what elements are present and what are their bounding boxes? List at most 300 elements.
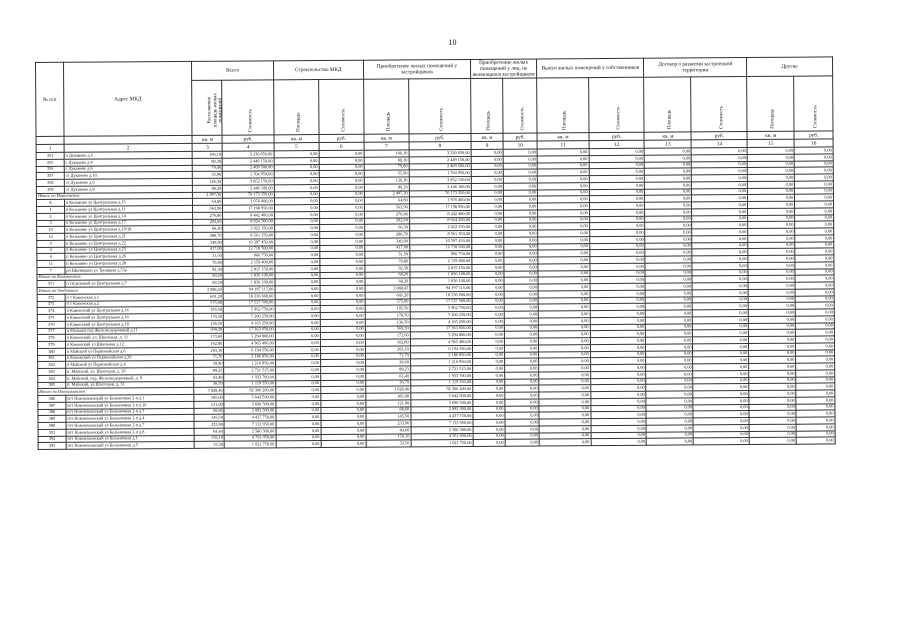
cost-cell: 0,00 [320, 353, 365, 360]
area-cell: 0,00 [748, 242, 795, 249]
area-cell: 126,30 [364, 177, 409, 184]
header-area: Площадь [363, 79, 408, 134]
area-cell: 89,23 [194, 367, 224, 374]
cost-cell: 0,00 [692, 175, 748, 182]
cost-cell: 5 962 750,00 [410, 305, 472, 312]
area-cell: 0,00 [539, 351, 590, 358]
cost-cell: 0,00 [693, 357, 749, 364]
cost-cell: 0,00 [692, 263, 748, 270]
row-number: 388 [38, 409, 66, 416]
cost-cell: 0,00 [795, 215, 834, 222]
area-cell: 0,00 [276, 394, 321, 401]
area-cell: 0,00 [539, 372, 590, 379]
area-cell: 0,00 [471, 156, 503, 163]
area-cell: 0,00 [539, 392, 590, 399]
area-cell: 0,00 [645, 155, 692, 162]
cost-cell: 4 163 250,00 [224, 320, 275, 327]
cost-cell: 0,00 [693, 398, 749, 405]
col-number: 3 [192, 143, 222, 151]
cost-cell: 0,00 [693, 418, 749, 425]
resettlement-table [35, 56, 836, 450]
cost-cell: 0,00 [590, 297, 646, 304]
cost-cell: 0,00 [692, 256, 748, 263]
cost-cell: 17 198 950,00 [223, 205, 274, 212]
area-cell: 0,00 [276, 400, 321, 407]
row-number: 12 [37, 234, 65, 241]
cost-cell: 1 704 950,00 [223, 171, 274, 178]
cost-cell: 0,00 [692, 276, 748, 283]
cost-cell: 0,00 [590, 256, 646, 263]
row-number: 386 [38, 396, 66, 403]
area-cell: 0,00 [471, 210, 503, 217]
cost-cell: 0,00 [504, 338, 538, 345]
cost-cell: 8 561 350,00 [409, 231, 471, 238]
area-cell: 0,00 [538, 176, 589, 183]
cost-cell: 0,00 [796, 309, 835, 316]
col-number: 12 [589, 140, 645, 148]
area-cell: 0,00 [539, 405, 590, 412]
address-cell: пгт Новоильинский ул Больничная 2-я д.4 [66, 415, 195, 423]
cost-cell: 1 704 950,00 [409, 170, 471, 177]
cost-cell: 0,00 [692, 155, 748, 162]
header-cost: Стоимость [318, 79, 363, 134]
cost-cell: 0,00 [590, 263, 646, 270]
area-cell: 64,80 [364, 197, 409, 204]
cost-cell: 0,00 [693, 384, 749, 391]
cost-cell: 0,00 [321, 393, 366, 400]
address-cell: пгт Новоильинский ул Больничная д.5 [66, 442, 195, 450]
cost-cell: 0,00 [693, 337, 749, 344]
area-cell: 0,00 [473, 406, 505, 413]
row-number: 11 [37, 261, 65, 268]
cost-cell: 0,00 [505, 399, 539, 406]
cost-cell: 0,00 [504, 271, 538, 278]
area-cell: 0,00 [539, 399, 590, 406]
header-group-developers: Приобретение жилых помещений у застройщиков [363, 59, 470, 79]
cost-cell: 0,00 [505, 412, 539, 419]
cost-cell: 94 197 115,00 [223, 286, 274, 293]
area-cell: 0,00 [274, 164, 319, 171]
cost-cell: 0,00 [590, 270, 646, 277]
header-cost: Стоимость [222, 80, 274, 135]
col-number: 9 [471, 141, 503, 149]
area-cell: 0,00 [538, 243, 589, 250]
area-cell: 0,00 [275, 239, 320, 246]
header-group-construction: Строительство МКД [273, 60, 363, 80]
cost-cell: 0,00 [693, 350, 749, 357]
area-cell: 0,00 [749, 350, 796, 357]
area-cell: 60,20 [193, 280, 223, 287]
area-cell: 0,00 [645, 189, 692, 196]
cost-cell: 0,00 [504, 277, 538, 284]
address-cell: ст Дуканово д.8 [64, 185, 193, 193]
row-number: 376 [37, 321, 65, 328]
cost-cell: 2 721 515,00 [410, 366, 472, 373]
area-cell: 0,00 [473, 379, 505, 386]
row-number: 391 [38, 429, 66, 436]
area-cell: 0,00 [275, 360, 320, 367]
area-cell: 0,00 [645, 175, 692, 182]
row-number: 390 [38, 423, 66, 430]
area-cell: 126,30 [193, 178, 223, 185]
header-group-total: Всего [192, 61, 274, 81]
area-cell: 36,70 [365, 380, 410, 387]
cost-cell: 0,00 [320, 312, 365, 319]
area-cell: 0,00 [471, 183, 503, 190]
cost-cell: 0,00 [319, 218, 364, 225]
row-number: 392 [38, 436, 66, 443]
cost-cell: 0,00 [692, 188, 748, 195]
area-cell: 60,20 [365, 278, 410, 285]
cost-cell: 0,00 [320, 380, 365, 387]
cost-cell: 3 690 500,00 [411, 399, 473, 406]
cost-cell: 2 186 850,00 [410, 352, 472, 359]
cost-cell: 0,00 [692, 161, 748, 168]
area-cell: 569,30 [194, 327, 224, 334]
area-cell: 0,00 [275, 333, 320, 340]
area-cell: 0,00 [471, 176, 503, 183]
cost-cell: 0,00 [795, 174, 834, 181]
area-cell: 0,00 [646, 310, 693, 317]
cost-cell: 0,00 [692, 236, 748, 243]
area-cell: 0,00 [472, 305, 504, 312]
area-cell: 417,00 [365, 245, 410, 252]
cost-cell: 0,00 [503, 169, 537, 176]
area-cell: 417,00 [193, 246, 223, 253]
area-cell: 0,00 [748, 201, 795, 208]
row-number: 381 [38, 355, 66, 362]
cost-cell: 0,00 [504, 223, 538, 230]
area-cell: 0,00 [539, 419, 590, 426]
area-cell: 0,00 [539, 345, 590, 352]
cost-cell: 0,00 [589, 223, 645, 230]
area-cell: 0,00 [748, 309, 795, 316]
area-cell: 0,00 [645, 243, 692, 250]
area-cell: 0,00 [538, 216, 589, 223]
area-cell: 0,00 [646, 357, 693, 364]
cost-cell: 0,00 [692, 148, 748, 155]
area-cell: 563,90 [364, 204, 409, 211]
cost-cell: 0,00 [692, 229, 748, 236]
col-number: 8 [409, 142, 471, 150]
cost-cell: 0,00 [796, 397, 835, 404]
area-cell: 0,00 [275, 306, 320, 313]
area-cell: 68,60 [366, 407, 411, 414]
area-cell: 0,00 [275, 245, 320, 252]
cost-cell: 0,00 [505, 392, 539, 399]
area-cell: 0,00 [748, 255, 795, 262]
area-cell: 0,00 [748, 269, 795, 276]
cost-cell: 0,00 [590, 378, 646, 385]
cost-cell: 76 173 350,00 [223, 192, 274, 199]
area-cell: 0,00 [645, 290, 692, 297]
area-cell: 0,00 [748, 296, 795, 303]
area-cell: 0,00 [276, 414, 321, 421]
area-cell: 0,00 [538, 250, 589, 257]
cost-cell: 0,00 [693, 290, 749, 297]
area-cell: 0,00 [646, 398, 693, 405]
cost-cell: 0,00 [321, 400, 366, 407]
area-cell: 80,30 [364, 157, 409, 164]
cost-cell: 0,00 [693, 317, 749, 324]
cost-cell: 2 449 150,00 [223, 158, 274, 165]
cost-cell: 0,00 [591, 439, 647, 446]
area-cell: 0,00 [645, 209, 692, 216]
row-number: 5 [37, 240, 65, 247]
area-cell: 0,00 [539, 365, 590, 372]
cost-cell: 0,00 [504, 325, 538, 332]
cost-cell: 0,00 [589, 148, 645, 155]
cost-cell: 0,00 [320, 252, 365, 259]
cost-cell: 0,00 [692, 269, 748, 276]
cost-cell: 0,00 [591, 412, 647, 419]
cost-cell: 0,00 [692, 182, 748, 189]
cost-cell: 0,00 [693, 344, 749, 351]
cost-cell: 0,00 [796, 417, 835, 424]
area-cell: 39,90 [365, 359, 410, 366]
cost-cell: 2 446 100,00 [223, 185, 274, 192]
area-cell: 0,00 [646, 378, 693, 385]
cost-cell: 0,00 [589, 243, 645, 250]
cost-cell: 0,00 [794, 147, 833, 154]
area-cell: 0,00 [748, 195, 795, 202]
area-cell: 170,50 [194, 313, 224, 320]
col-number: 2 [64, 144, 193, 153]
row-number: 372 [37, 294, 65, 301]
address-cell: п Козьмино ул Центральная д.26 [65, 253, 194, 261]
cost-cell: 0,00 [795, 262, 834, 269]
area-cell: 0,00 [472, 284, 504, 291]
area-cell: 0,00 [472, 359, 504, 366]
cost-cell: 2 186 850,00 [224, 354, 275, 361]
area-cell: 0,00 [748, 276, 795, 283]
area-cell: 0,00 [645, 283, 692, 290]
cost-cell: 0,00 [589, 182, 645, 189]
area-cell: 0,00 [472, 264, 504, 271]
area-cell: 170,50 [365, 312, 410, 319]
address-cell: п Дуканово д.5 [64, 152, 193, 160]
address-cell: п Каменский ул Первомайская д.20 [65, 354, 194, 362]
cost-cell: 0,00 [796, 356, 835, 363]
cost-cell: 0,00 [692, 168, 748, 175]
area-cell: 0,00 [275, 320, 320, 327]
cost-cell: 0,00 [795, 282, 834, 289]
area-cell: 0,00 [537, 162, 588, 169]
cost-cell: 0,00 [692, 202, 748, 209]
unit-area: кв. м [364, 134, 409, 142]
row-number: 7 [37, 267, 65, 274]
area-cell: 92,30 [193, 266, 223, 273]
cost-cell: 0,00 [589, 189, 645, 196]
cost-cell: 0,00 [320, 306, 365, 313]
cost-cell: 3 852 150,00 [223, 178, 274, 185]
area-cell: 0,00 [473, 386, 505, 393]
area-cell: 0,00 [749, 323, 796, 330]
area-cell: 0,00 [646, 364, 693, 371]
cost-cell: 0,00 [321, 441, 366, 448]
area-cell: 80,20 [364, 184, 409, 191]
cost-cell: 0,00 [796, 323, 835, 330]
cost-cell: 0,00 [319, 231, 364, 238]
area-cell: 0,00 [275, 259, 320, 266]
area-cell: 0,00 [646, 432, 693, 439]
address-cell: рп Шипицыно ул Троицкая д.53а [65, 266, 194, 274]
cost-cell: 0,00 [795, 289, 834, 296]
area-cell: 55,90 [193, 172, 223, 179]
area-cell: 0,00 [274, 218, 319, 225]
cost-cell: 17 198 950,00 [409, 204, 471, 211]
area-cell: 79,00 [193, 165, 223, 172]
cost-cell: 17 363 650,00 [224, 327, 275, 334]
area-cell: 0,00 [748, 188, 795, 195]
address-cell: п Каменский ул Школьная д.12 [65, 341, 194, 349]
unit-area: кв. м [747, 131, 794, 139]
cost-cell: 0,00 [693, 283, 749, 290]
area-cell: 0,00 [538, 210, 589, 217]
cost-cell: 0,00 [589, 250, 645, 257]
area-cell: 0,00 [538, 264, 589, 271]
cost-cell: 0,00 [590, 304, 646, 311]
cost-cell: 18 336 600,00 [223, 293, 274, 300]
area-cell: 0,00 [747, 174, 794, 181]
area-cell: 0,00 [275, 380, 320, 387]
area-cell: 0,00 [645, 229, 692, 236]
cost-cell: 0,00 [504, 331, 538, 338]
page-number: 10 [448, 38, 457, 47]
address-cell: п. Майский, ул.Шахтеров, д. 31 [66, 381, 195, 389]
address-cell: пгт Новоильинский ул Больничная д.1 [66, 435, 195, 443]
area-cell: 66,30 [364, 224, 409, 231]
col-number: 11 [537, 141, 588, 149]
area-cell: 0,00 [749, 330, 796, 337]
cost-cell: 1 216 950,00 [224, 360, 275, 367]
area-cell: 276,80 [364, 211, 409, 218]
cost-cell: 1 021 750,00 [411, 440, 473, 447]
area-cell: 0,00 [539, 311, 590, 318]
area-cell: 84,60 [194, 428, 224, 435]
col-number: 13 [644, 140, 691, 148]
cost-cell: 0,00 [795, 221, 834, 228]
cost-cell: 1 021 750,00 [225, 441, 276, 448]
address-cell: п Козьмино ул Центральная д.14 [64, 212, 193, 220]
cost-cell: 2 815 150,00 [223, 266, 274, 273]
cost-cell: 0,00 [504, 217, 538, 224]
cost-cell: 0,00 [694, 431, 750, 438]
cost-cell: 1 119 350,00 [224, 381, 275, 388]
area-cell: 575,00 [194, 300, 224, 307]
area-cell: 0,00 [748, 282, 795, 289]
col-number: 1 [36, 145, 64, 153]
cost-cell: 0,00 [590, 364, 646, 371]
cost-cell: 0,00 [796, 370, 835, 377]
area-cell: 0,00 [539, 439, 590, 446]
cost-cell: 0,00 [795, 235, 834, 242]
area-cell: 0,00 [749, 431, 796, 438]
col-number: 6 [319, 142, 364, 150]
area-cell: 0,00 [274, 212, 319, 219]
area-cell: 340,90 [364, 238, 409, 245]
area-cell: 0,00 [749, 411, 796, 418]
col-number: 7 [364, 142, 409, 150]
cost-cell: 0,00 [319, 177, 364, 184]
area-cell: 66,30 [193, 226, 223, 233]
address-cell: п Козьмино ул Центральная д.17 [64, 219, 193, 227]
area-cell: 0,00 [472, 298, 504, 305]
area-cell: 0,00 [539, 412, 590, 419]
row-number: 356 [36, 166, 64, 173]
header-group-non-developers: Приобретение жилых помещений у лиц, не являющихся застройщиком [470, 59, 537, 79]
cost-cell: 0,00 [320, 333, 365, 340]
area-cell: 0,00 [473, 413, 505, 420]
area-cell: 0,00 [473, 365, 505, 372]
area-cell: 203,10 [194, 347, 224, 354]
header-area: Площадь [273, 80, 318, 135]
cost-cell: 2 159 400,00 [410, 258, 472, 265]
cost-cell: 0,00 [591, 405, 647, 412]
cost-cell: 960 750,00 [223, 252, 274, 259]
area-cell: 0,00 [538, 304, 589, 311]
area-cell: 0,00 [646, 324, 693, 331]
cost-cell: 0,00 [795, 161, 834, 168]
cost-cell: 94 197 115,00 [410, 285, 472, 292]
cost-cell: 0,00 [504, 257, 538, 264]
cost-cell: 5 294 800,00 [410, 332, 472, 339]
area-cell: 185,00 [194, 394, 224, 401]
cost-cell: 0,00 [319, 204, 364, 211]
cost-cell: 0,00 [795, 188, 834, 195]
cost-cell: 0,00 [505, 419, 539, 426]
area-cell: 0,00 [646, 391, 693, 398]
area-cell: 0,00 [274, 232, 319, 239]
area-cell: 0,00 [645, 222, 692, 229]
cost-cell: 0,00 [796, 377, 835, 384]
area-cell: 0,00 [472, 291, 504, 298]
area-cell: 0,00 [275, 367, 320, 374]
row-number: 2 [37, 213, 65, 220]
area-cell: 0,00 [748, 215, 795, 222]
area-cell: 0,00 [539, 324, 590, 331]
area-cell: 0,00 [539, 432, 590, 439]
area-cell: 89,23 [365, 366, 410, 373]
cost-cell: 0,00 [320, 258, 365, 265]
cost-cell: 5 642 500,00 [411, 393, 473, 400]
area-cell: 0,00 [749, 363, 796, 370]
cost-cell: 0,00 [590, 358, 646, 365]
area-cell: 0,00 [274, 151, 319, 158]
area-cell: 55,90 [364, 170, 409, 177]
cost-cell: 0,00 [505, 365, 539, 372]
row-number: 379 [37, 342, 65, 349]
cost-cell: 0,00 [503, 183, 537, 190]
cost-cell: 0,00 [590, 290, 646, 297]
cost-cell: 0,00 [505, 439, 539, 446]
area-cell: 0,00 [472, 352, 504, 359]
area-cell: 0,00 [472, 271, 504, 278]
address-cell: п Козьмино ул Центральная д.22 [65, 239, 194, 247]
area-cell: 0,00 [538, 237, 589, 244]
area-cell: 0,00 [749, 384, 796, 391]
cost-cell: 0,00 [692, 209, 748, 216]
cost-cell: 0,00 [590, 337, 646, 344]
area-cell: 31,50 [365, 251, 410, 258]
area-cell: 0,00 [538, 257, 589, 264]
cost-cell: 0,00 [320, 373, 365, 380]
area-cell: 0,00 [472, 325, 504, 332]
cost-cell: 10 397 450,00 [409, 237, 471, 244]
area-cell: 0,00 [539, 378, 590, 385]
area-cell: 31,50 [193, 253, 223, 260]
address-cell: пгт Новоильинский ул Больничная 2-я д.7 [66, 422, 195, 430]
